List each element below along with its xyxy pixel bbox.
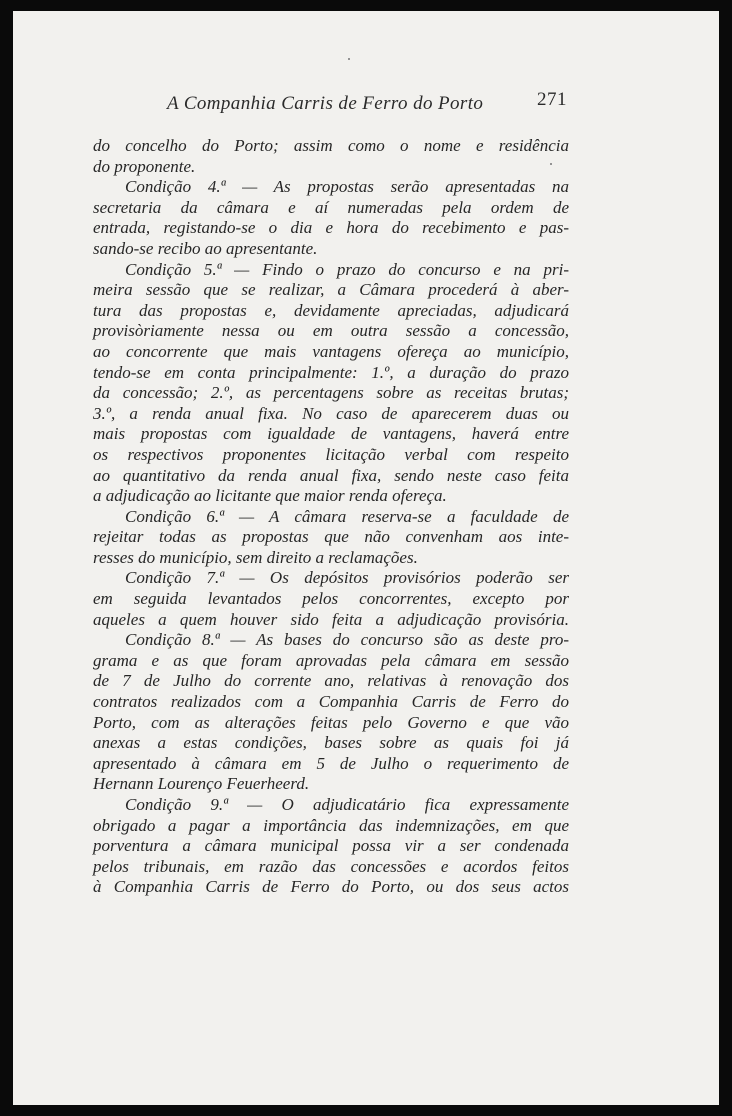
text-line: resses do município, sem direito a reclamações. — [93, 547, 418, 567]
text-line: apresentado à câmara em 5 de Julho o requerimento de — [93, 753, 569, 773]
text-line: pelos tribunais, em razão das concessões e acordos feitos — [93, 856, 569, 876]
text-line: ao concorrente que mais vantagens ofereça ao município, — [93, 341, 569, 361]
book-page — [13, 11, 719, 1105]
text-line: Condição 7.ª — Os depósitos provisórios poderão ser — [125, 568, 569, 588]
body-text — [93, 136, 569, 898]
text-line: Condição 5.ª — Findo o prazo do concurso e na pri- — [125, 259, 569, 279]
scan-speck — [348, 58, 350, 60]
text-line: tura das propostas e, devidamente apreciadas, adjudicará — [93, 300, 569, 320]
running-title: A Companhia Carris de Ferro do Porto — [167, 93, 484, 114]
text-line: rejeitar todas as propostas que não convenham aos inte- — [93, 527, 569, 547]
text-line: provisòriamente nessa ou em outra sessão a concessão, — [93, 321, 569, 341]
text-line: do proponente. — [93, 156, 196, 176]
text-line: contratos realizados com a Companhia Carris de Ferro do — [93, 692, 569, 712]
text-line: de 7 de Julho do corrente ano, relativas à renovação dos — [93, 671, 569, 691]
text-line: obrigado a pagar a importância das indemnizações, em que — [93, 815, 569, 835]
text-line: em seguida levantados pelos concorrentes, excepto por — [93, 589, 569, 609]
text-line: a adjudicação ao licitante que maior renda ofereça. — [93, 486, 447, 506]
text-line: os respectivos proponentes licitação verbal com respeito — [93, 444, 569, 464]
text-line: ao quantitativo da renda anual fixa, sendo neste caso feita — [93, 465, 569, 485]
text-line: grama e as que foram aprovadas pela câmara em sessão — [93, 650, 569, 670]
text-line: à Companhia Carris de Ferro do Porto, ou dos seus actos — [93, 877, 569, 897]
text-line: porventura a câmara municipal possa vir a ser condenada — [93, 836, 569, 856]
text-line: mais propostas com igualdade de vantagens, haverá entre — [93, 424, 569, 444]
page-number: 271 — [537, 89, 567, 110]
text-line: aqueles a quem houver sido feita a adjudicação provisória. — [93, 609, 569, 629]
text-line: Condição 6.ª — A câmara reserva-se a faculdade de — [125, 506, 569, 526]
text-line: tendo-se em conta principalmente: 1.º, a duração do prazo — [93, 362, 569, 382]
text-line: anexas a estas condições, bases sobre as quais foi já — [93, 733, 569, 753]
text-line: meira sessão que se realizar, a Câmara procederá à aber- — [93, 280, 569, 300]
text-line: Condição 9.ª — O adjudicatário fica expressamente — [125, 795, 569, 814]
text-line: Condição 8.ª — As bases do concurso são as deste pro- — [125, 630, 569, 650]
text-line: 3.º, a renda anual fixa. No caso de aparecerem duas ou — [93, 403, 569, 423]
text-line: Hernann Lourenço Feuerheerd. — [93, 774, 310, 794]
text-line: da concessão; 2.º, as percentagens sobre as receitas brutas; — [93, 383, 569, 403]
text-line: secretaria da câmara e aí numeradas pela ordem de — [93, 197, 569, 217]
page-header — [13, 89, 719, 119]
text-line: Condição 4.ª — As propostas serão apresentadas na — [125, 177, 569, 197]
text-line: Porto, com as alterações feitas pelo Governo e que vão — [93, 712, 569, 732]
text-line: sando-se recibo ao apresentante. — [93, 238, 318, 258]
text-line: entrada, registando-se o dia e hora do recebimento e pas- — [93, 218, 569, 238]
scan-speck — [550, 163, 552, 165]
text-line: do concelho do Porto; assim como o nome e residência — [93, 136, 569, 155]
